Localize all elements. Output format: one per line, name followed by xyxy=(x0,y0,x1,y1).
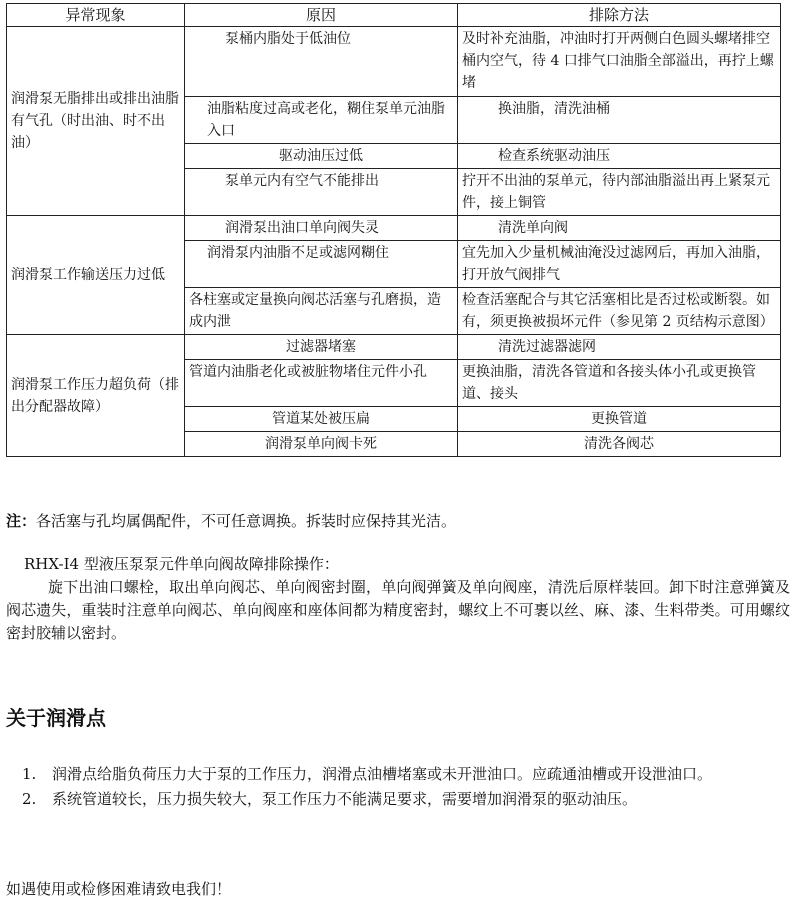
fix-cell: 拧开不出油的泵单元，待内部油脂溢出再上紧泵元件，接上铜管 xyxy=(458,169,781,216)
fix-cell: 检查活塞配合与其它活塞相比是否过松或断裂。如有，须更换被损坏元件（参见第 2 页结构示意图） xyxy=(458,288,781,335)
symptom-cell: 润滑泵工作压力超负荷（排出分配器故障） xyxy=(7,335,185,457)
lubrication-points-list xyxy=(22,763,792,813)
contact-line: 如遇使用或检修困难请致电我们！ xyxy=(6,880,232,898)
symptom-cell: 润滑泵工作输送压力过低 xyxy=(7,216,185,335)
header-fix: 排除方法 xyxy=(458,4,781,27)
list-item-number: 2. xyxy=(22,790,37,808)
fix-cell: 清洗单向阀 xyxy=(458,216,781,241)
list-item-text: 系统管道较长，压力损失较大，泵工作压力不能满足要求，需要增加润滑泵的驱动油压。 xyxy=(52,790,638,808)
note-text: 各活塞与孔均属偶配件，不可任意调换。拆装时应保持其光洁。 xyxy=(36,512,457,530)
lubrication-points-heading: 关于润滑点 xyxy=(6,706,106,730)
cause-cell: 管道内油脂老化或被脏物堵住元件小孔 xyxy=(185,360,458,407)
cause-cell: 各柱塞或定量换向阀芯活塞与孔磨损，造成内泄 xyxy=(185,288,458,335)
note-label: 注： xyxy=(6,512,37,530)
fix-cell: 及时补充油脂，冲油时打开两侧白色圆头螺堵排空桶内空气，待 4 口排气口油脂全部溢出，再拧上螺堵 xyxy=(458,27,781,97)
fix-cell: 清洗过滤器滤网 xyxy=(458,335,781,360)
cause-cell: 泵桶内脂处于低油位 xyxy=(185,27,458,97)
list-item-number: 1. xyxy=(22,765,37,783)
fix-cell: 换油脂，清洗油桶 xyxy=(458,97,781,144)
table-row xyxy=(7,27,781,97)
list-item xyxy=(22,763,792,785)
header-symptom: 异常现象 xyxy=(7,4,185,27)
pump-check-valve-title: RHX-I4 型液压泵泵元件单向阀故障排除操作： xyxy=(24,555,339,573)
fix-cell: 宜先加入少量机械油淹没过滤网后，再加入油脂，打开放气阀排气 xyxy=(458,241,781,288)
table-row xyxy=(7,335,781,360)
cause-cell: 泵单元内有空气不能排出 xyxy=(185,169,458,216)
list-item xyxy=(22,788,792,810)
fix-cell: 检查系统驱动油压 xyxy=(458,144,781,169)
cause-cell: 驱动油压过低 xyxy=(185,144,458,169)
table-row xyxy=(7,216,781,241)
pump-check-valve-body: 旋下出油口螺栓，取出单向阀芯、单向阀密封圈，单向阀弹簧及单向阀座，清洗后原样装回。卸下时注意弹簧及阀芯遗失，重装时注意单向阀芯、单向阀座和座体间都为精度密封，螺纹上不可裹以丝、麻、漆、生料带类。可用螺纹密封胶辅以密封。 xyxy=(6,578,790,642)
cause-cell: 润滑泵单向阀卡死 xyxy=(185,432,458,457)
fix-cell: 更换油脂，清洗各管道和各接头体小孔或更换管道、接头 xyxy=(458,360,781,407)
cause-cell: 油脂粘度过高或老化，糊住泵单元油脂入口 xyxy=(185,97,458,144)
cause-cell: 管道某处被压扁 xyxy=(185,407,458,432)
note-paragraph xyxy=(6,510,456,532)
cause-cell: 过滤器堵塞 xyxy=(185,335,458,360)
list-item-text: 润滑点给脂负荷压力大于泵的工作压力，润滑点油槽堵塞或未开泄油口。应疏通油槽或开设泄油口。 xyxy=(52,765,713,783)
symptom-cell: 润滑泵无脂排出或排出油脂有气孔（时出油、时不出油） xyxy=(7,27,185,216)
table-header-row xyxy=(7,4,781,27)
cause-cell: 润滑泵出油口单向阀失灵 xyxy=(185,216,458,241)
header-cause: 原因 xyxy=(185,4,458,27)
fix-cell: 更换管道 xyxy=(458,407,781,432)
fix-cell: 清洗各阀芯 xyxy=(458,432,781,457)
troubleshooting-table xyxy=(6,3,781,457)
cause-cell: 润滑泵内油脂不足或滤网糊住 xyxy=(185,241,458,288)
